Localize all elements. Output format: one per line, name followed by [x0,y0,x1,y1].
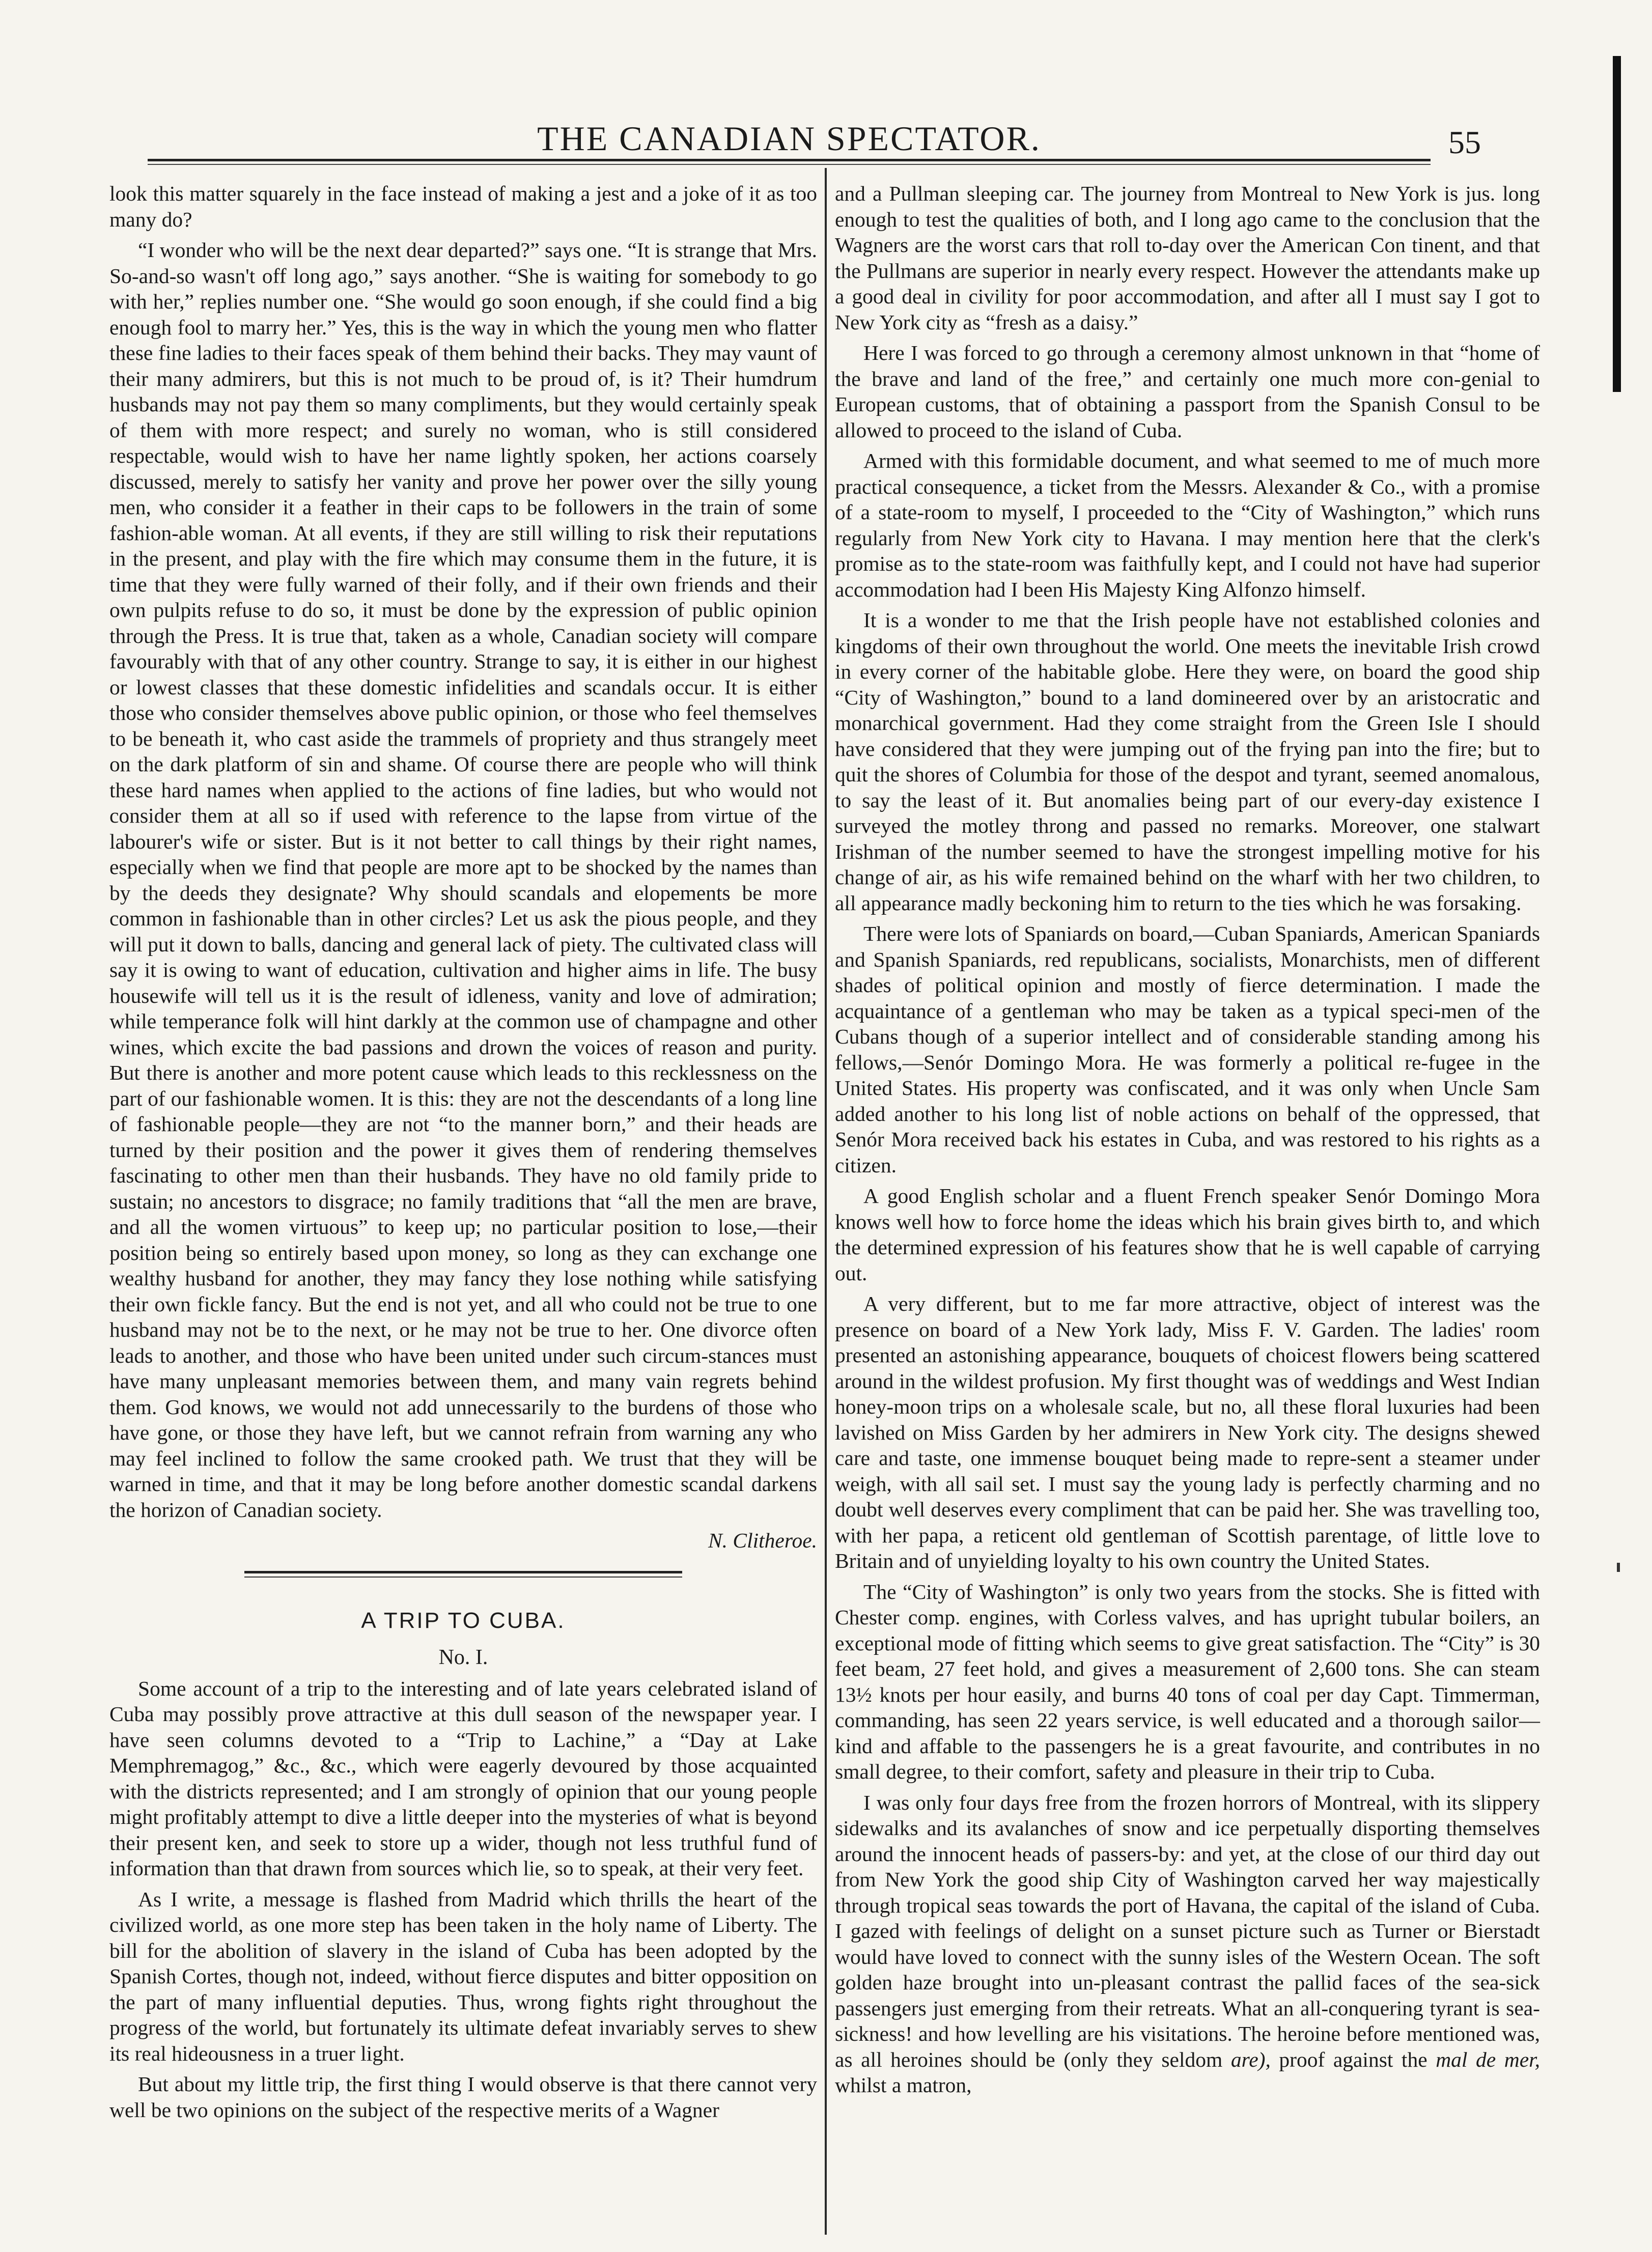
column-divider [825,168,827,2235]
scan-edge-mark [1613,56,1621,392]
article-number: No. I. [438,1646,488,1669]
page-title: THE CANADIAN SPECTATOR. [537,119,1041,158]
text-run: whilst a matron, [835,2073,972,2097]
page-number: 55 [1448,124,1481,160]
paragraph: But about my little trip, the first thing I would observe is that there cannot very well be two opinions on the subject of the respective merits of a Wagner [109,2072,817,2122]
paragraph: and a Pullman sleeping car. The journey from Montreal to New York is jus. long enough to test the qualities of both, and I long ago came to the conclusion that the Wagners are the worst cars that roll to-day over the American Con tinent, and that the Pullmans are superior in nearly every respect. However the attendants make up a good deal in civility for poor accommodation, and after all I must say I got to New York city as “fresh as a daisy.” [835,182,1540,334]
scan-speck [1617,1563,1620,1572]
right-column [835,181,1540,2103]
paragraph: It is a wonder to me that the Irish people have not established colonies and kingdoms of their own throughout the world. One meets the inevitable Irish crowd in every corner of the habitable globe. Here they were, on board the good ship “City of Washington,” bound to a land domineered over by an aristocratic and monarchical government. Had they come straight from the Green Isle I should have considered that they were jumping out of the frying pan into the fire; but to quit the shores of Columbia for those of the despot and tyrant, seemed anomalous, to say the least of it. But anomalies being part of our every-day existence I surveyed the motley throng and passed no remarks. Moreover, one stalwart Irishman of the number seemed to have the strongest impelling motive for his change of air, as his wife remained behind on the wharf with her two children, to all appearance madly beckoning him to return to the ties which he was forsaking. [835,608,1540,915]
left-column [109,181,817,2128]
paragraph: There were lots of Spaniards on board,—Cuban Spaniards, American Spaniards and Spanish Spaniards, red republicans, socialists, Monarchists, men of different shades of political opinion and mostly of fierce determination. I made the acquaintance of a gentleman who may be taken as a typical speci-men of the Cubans though of a superior intellect and of considerable standing among his fellows,—Senór Domingo Mora. He was formerly a political re-fugee in the United States. His property was confiscated, and it was only when Uncle Sam added another to his long list of noble actions on behalf of the oppressed, that Senór Mora received back his estates in Cuba, and was restored to his rights as a citizen. [835,922,1540,1177]
text-run: proof against the [1279,2047,1427,2071]
paragraph: As I write, a message is flashed from Madrid which thrills the heart of the civilized world, as one more step has been taken in the holy name of Liberty. The bill for the abolition of slavery in the island of Cuba has been adopted by the Spanish Cortes, though not, indeed, without fierce disputes and bitter opposition on the part of many influential deputies. Thus, wrong fights right throughout the progress of the world, but fortunately its ultimate defeat invariably serves to shew its real hideousness in a truer light. [109,1887,817,2065]
paragraph: look this matter squarely in the face instead of making a jest and a joke of it as too many do? [109,182,817,231]
text-run: I was only four days free from the frozen horrors of Montreal, with its slippery sidewalks and its avalanches of snow and ice perpetually disporting themselves around the innocent heads of passers-by: and yet, at the close of our third day out from New York the good ship City of Washington carved her way majestically through tropical seas towards the port of Havana, the capital of the island of Cuba. I gazed with feelings of delight on a sunset picture such as Turner or Bierstadt would have loved to connect with the sunny isles of the Western Ocean. The soft golden haze brought into un-pleasant contrast the pallid faces of the sea-sick passengers just emerging from their retreats. What an all-conquering tyrant is sea-sickness! and how levelling are his visitations. The heroine before mentioned was, as all heroines should be (only they seldom [835,1790,1540,2071]
header-rule [148,159,1431,161]
paragraph: A good English scholar and a fluent French speaker Senór Domingo Mora knows well how to force home the ideas which his brain gives birth to, and which the determined expression of his features show that he is well capable of carrying out. [835,1184,1540,1285]
article-separator [244,1571,682,1578]
italic-text: are), [1230,2047,1271,2071]
paragraph: A very different, but to me far more attractive, object of interest was the presence on board of a New York lady, Miss F. V. Garden. The ladies' room presented an astonishing appearance, bouquets of choicest flowers being scattered around in the wildest profusion. My first thought was of weddings and West Indian honey-moon trips on a wholesale scale, but no, all these floral luxuries had been lavished on Miss Garden by her admirers in New York city. The designs shewed care and taste, one immense bouquet being made to repre-sent a steamer under weigh, with all sail set. I must say the young lady is perfectly charming and no doubt well deserves every compliment that can be paid her. She was travelling too, with her papa, a reticent old gentleman of Scottish parentage, of little love to Britain and of unyielding loyalty to his own country the United States. [835,1292,1540,1572]
paragraph: “I wonder who will be the next dear departed?” says one. “It is strange that Mrs. So-and-so wasn't off long ago,” says another. “She is waiting for somebody to go with her,” replies number one. “She would go soon enough, if she could find a big enough fool to marry her.” Yes, this is the way in which the young men who flatter these fine ladies to their faces speak of them behind their backs. They may vaunt of their many admirers, but this is not much to be proud of, is it? Their humdrum husbands may not pay them so many compliments, but they would certainly speak of them with more respect; and surely no woman, who is still considered respectable, would wish to have her name lightly spoken, her actions coarsely discussed, merely to satisfy her vanity and prove her power over the silly young men, who consider it a feather in their caps to be followers in the train of some fashion-able woman. At all events, if they are still willing to risk their reputations in the present, and play with the fire which may consume them in the future, it is time that they were fully warned of their folly, and if their own friends and their own pulpits refuse to do so, it must be done by the expression of public opinion through the Press. It is true that, taken as a whole, Canadian society will compare favourably with that of any other country. Strange to say, it is either in our highest or lowest classes that these domestic infidelities and scandals occur. It is either those who consider themselves above public opinion, or those who feel themselves to be beneath it, who cast aside the trammels of propriety and thus strangely meet on the dark platform of sin and shame. Of course there are people who will think these hard names when applied to the actions of fine ladies, but who would not consider them at all so if used with reference to the lapse from virtue of the labourer's wife or sister. But is it not better to call things by their right names, especially when we find that people are more apt to be shocked by the names than by the deeds they designate? Why should scandals and elopements be more common in fashionable than in other circles? Let us ask the pious people, and they will put it down to balls, dancing and general lack of piety. The cultivated class will say it is owing to want of education, cultivation and higher aims in life. The busy housewife will tell us it is the result of idleness, vanity and love of admiration; while temperance folk will hint darkly at the common use of champagne and other wines, which excite the bad passions and drown the voices of reason and purity. But there is another and more potent cause which leads to this recklessness on the part of our fashionable women. It is this: they are not the descendants of a long line of fashionable people—they are not “to the manner born,” and their heads are turned by their position and the power it gives them of rendering themselves fascinating to other men than their husbands. They have no old family pride to sustain; no ancestors to disgrace; no family traditions that “all the men are brave, and all the women virtuous” to keep up; no particular position to lose,—their position being so entirely based upon money, so long as they can exchange one wealthy husband for another, they may fancy they lose nothing while satisfying their own fickle fancy. But the end is not yet, and all who could not be true to one husband may not be to the next, or he may not be true to her. One divorce often leads to another, and those who have been united under such circum-stances must have many unpleasant memories between them, and many vain regrets behind them. God knows, we would not add unnecessarily to the burdens of those who have gone, or those they have left, but we cannot refrain from warning any who may feel inclined to follow the same crooked path. We trust that they will be warned in time, and that it may be long before another domestic scandal darkens the horizon of Canadian society. [109,238,817,1522]
paragraph: Armed with this formidable document, and what seemed to me of much more practical consequence, a ticket from the Messrs. Alexander & Co., with a promise of a state-room to myself, I proceeded to the “City of Washington,” which runs regularly from New York city to Havana. I may mention here that the clerk's promise as to the state-room was faithfully kept, and I could not have had superior accommodation had I been His Majesty King Alfonzo himself. [835,449,1540,601]
paragraph: Some account of a trip to the interesting and of late years celebrated island of Cuba may possibly prove attractive at this dull season of the newspaper year. I have seen columns devoted to a “Trip to Lachine,” a “Day at Lake Memphremagog,” &c., &c., which were eagerly devoured by those acquainted with the districts represented; and I am strongly of opinion that our young people might profitably attempt to dive a little deeper into the mysteries of what is beyond their present ken, and seek to store up a wider, though not less truthful fund of information than that drawn from sources which lie, so to speak, at their very feet. [109,1676,817,1880]
header-rule-thin [148,164,1431,165]
article-title: A TRIP TO CUBA. [361,1608,566,1633]
paragraph: The “City of Washington” is only two years from the stocks. She is fitted with Chester comp. engines, with Corless valves, and has upright tubular boilers, an exceptional mode of fitting which seems to give great satisfaction. The “City” is 30 feet beam, 27 feet hold, and gives a measurement of 2,600 tons. She can steam 13½ knots per hour easily, and burns 40 tons of coal per day Capt. Timmerman, commanding, has seen 22 years service, is well educated and a thorough sailor—kind and affable to the passengers he is a great favourite, and contributes in no small degree, to their comfort, safety and pleasure in their trip to Cuba. [835,1580,1540,1783]
paragraph: Here I was forced to go through a ceremony almost unknown in that “home of the brave and land of the free,” and certainly one much more con-genial to European customs, that of obtaining a passport from the Spanish Consul to be allowed to proceed to the island of Cuba. [835,341,1540,442]
author-signature: N. Clitheroe. [708,1529,817,1552]
italic-text: mal de mer, [1436,2047,1541,2071]
paragraph [835,1790,1540,2098]
